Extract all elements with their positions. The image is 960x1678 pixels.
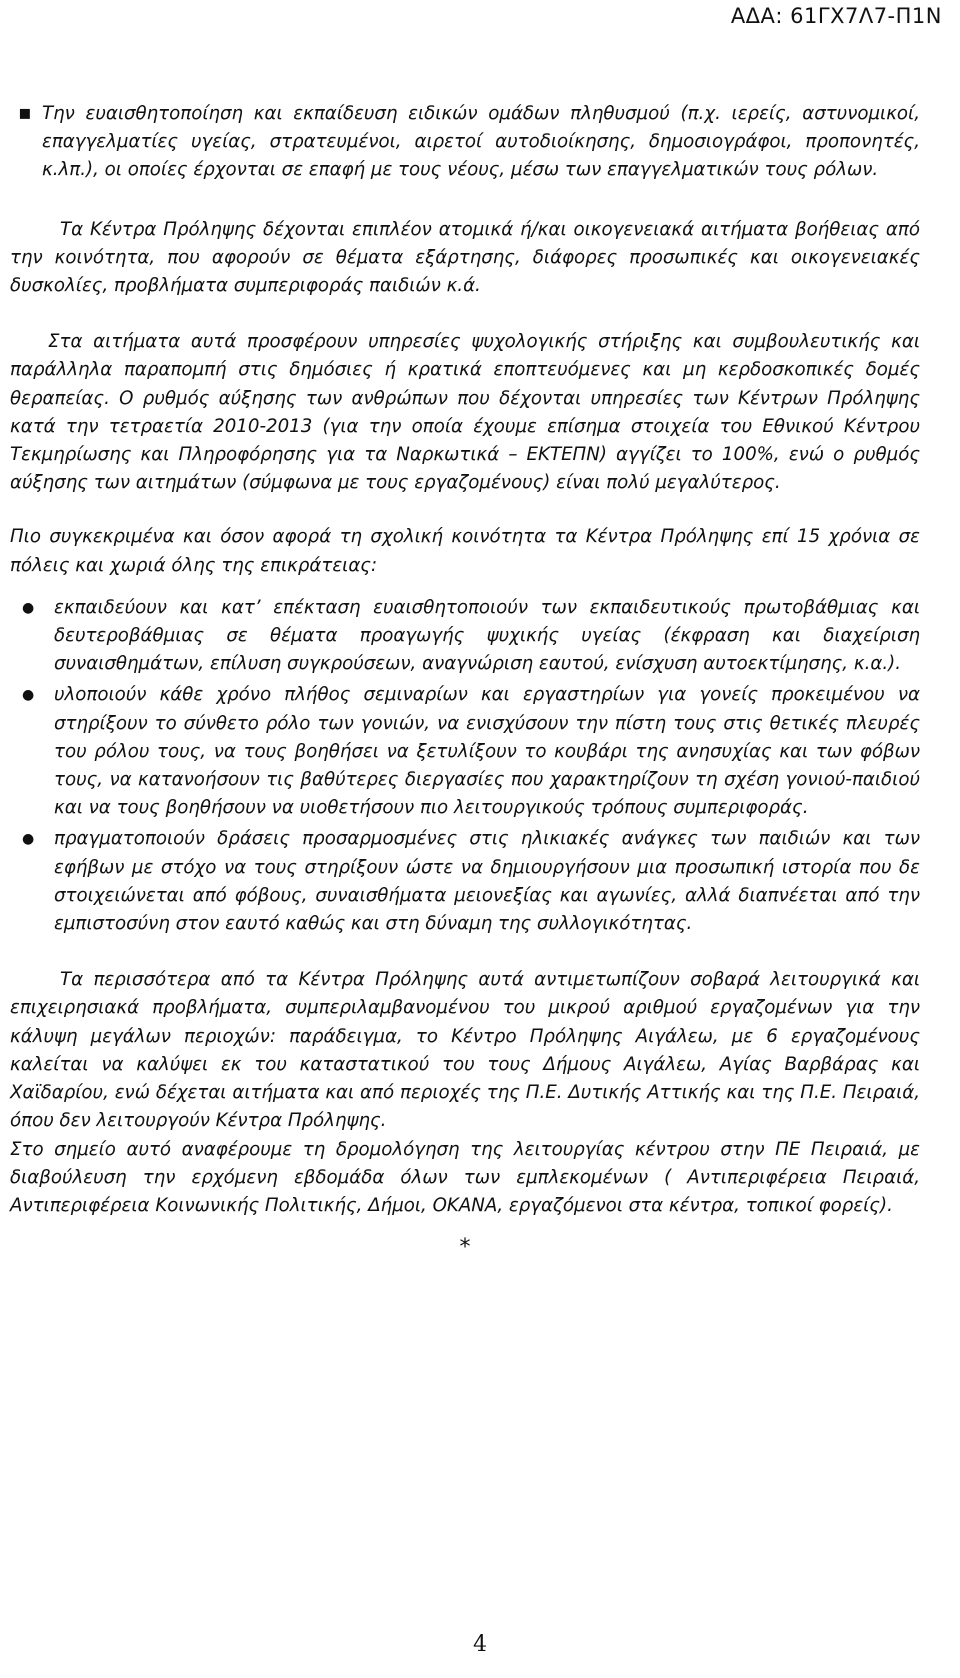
paragraph: Πιο συγκεκριμένα και όσον αφορά τη σχολική κοινότητα τα Κέντρα Πρόληψης επί 15 χρόνια σε πόλεις και χωριά όλης της επικράτειας: — [10, 526, 920, 576]
list-item: ● πραγματοποιούν δράσεις προσαρμοσμένες στις ηλικιακές ανάγκες των παιδιών και των εφήβων με στόχο να τους στηρίξουν ώστε να δημιουργήσουν μια προσωπική ιστορία που δε στοιχειώνεται από φόβους, συναισθήματα μειονεξίας και αγωνίες, αλλά διαπνέεται από την εμπιστοσύνη στον εαυτό καθώς και στη δύναμη της συλλογικότητας. — [10, 825, 920, 938]
list-item: ● υλοποιούν κάθε χρόνο πλήθος σεμιναρίων και εργαστηρίων για γονείς προκειμένου να στηρίξουν το σύνθετο ρόλο των γονιών, να ενισχύσουν την πίστη τους στις θετικές πλευρές του ρόλου τους, να τους βοηθήσει να ξετυλίξουν το κουβάρι της ανησυχίας και των φόβων τους, να κατανοήσουν τις βαθύτερες διεργασίες που χαρακτηρίζουν τη σχέση γονιού-παιδιού και να τους βοηθήσουν να υιοθετήσουν πιο λειτουργικούς τρόπους συμπεριφοράς. — [10, 681, 920, 822]
list-item: ● εκπαιδεύουν και κατ’ επέκταση ευαισθητοποιούν των εκπαιδευτικούς πρωτοβάθμιας και δευτεροβάθμιας σε θέματα προαγωγής ψυχικής υγείας (έκφραση και διαχείριση συναισθημάτων, επίλυση συγκρούσεων, αναγνώριση εαυτού, ενίσχυση αυτοεκτίμησης, κ.α.). — [10, 594, 920, 679]
bullet-list — [10, 594, 920, 938]
paragraph: Στα αιτήματα αυτά προσφέρουν υπηρεσίες ψυχολογικής στήριξης και συμβουλευτικής και παράλληλα παραπομπή στις δημόσιες ή κρατικά εποπτευόμενες και μη κερδοσκοπικές δομές θεραπείας. Ο ρυθμός αύξησης των ανθρώπων που δέχονται υπηρεσίες των Κέντρων Πρόληψης κατά την τετραετία 2010-2013 (για την οποία έχουμε επίσημα στοιχεία του Εθνικού Κέντρου Τεκμηρίωσης και Πληροφόρησης για τα Ναρκωτικά – ΕΚΤΕΠΝ) αγγίζει το 100%, ενώ ο ρυθμός αύξησης των αιτημάτων (σύμφωνα με τους εργαζομένους) είναι πολύ μεγαλύτερος. — [10, 331, 920, 494]
list-item: ▪ Την ευαισθητοποίηση και εκπαίδευση ειδικών ομάδων πληθυσμού (π.χ. ιερείς, αστυνομικοί, επαγγελματίες υγείας, στρατευμένοι, αιρετοί αυτοδιοίκησης, δημοσιογράφοι, προπονητές, κ.λπ.), οι οποίες έρχονται σε επαφή με τους νέους, μέσω των επαγγελματικών τους ρόλων. — [10, 100, 920, 185]
section-separator: * — [459, 1235, 471, 1261]
paragraph: Τα Κέντρα Πρόληψης δέχονται επιπλέον ατομικά ή/και οικογενειακά αιτήματα βοήθειας από την κοινότητα, που αφορούν σε θέματα εξάρτησης, διάφορες προσωπικές και οικογενειακές δυσκολίες, προβλήματα συμπεριφοράς παιδιών κ.ά. — [10, 218, 920, 297]
paragraph: Στο σημείο αυτό αναφέρουμε τη δρομολόγηση της λειτουργίας κέντρου στην ΠΕ Πειραιά, με διαβούλευση την ερχόμενη εβδομάδα όλων των εμπλεκομένων ( Αντιπεριφέρεια Πειραιά, Αντιπεριφέρεια Κοινωνικής Πολιτικής, Δήμοι, ΟΚΑΝΑ, εργαζόμενοι στα κέντρα, τοπικοί φορείς). — [10, 1138, 920, 1216]
document-body — [10, 100, 920, 1262]
ada-code: ΑΔΑ: 61ΓΧ7Λ7-Π1Ν — [730, 4, 942, 28]
intro-list — [10, 100, 920, 185]
page-number: 4 — [473, 1632, 487, 1657]
paragraph: Τα περισσότερα από τα Κέντρα Πρόληψης αυτά αντιμετωπίζουν σοβαρά λειτουργικά και επιχειρησιακά προβλήματα, συμπεριλαμβανομένου του μικρού αριθμού εργαζομένων για την κάλυψη μεγάλων περιοχών: παράδειγμα, το Κέντρο Πρόληψης Αιγάλεω, με 6 εργαζομένους καλείται να καλύψει εκ του καταστατικού του τους Δήμους Αιγάλεω, Αγίας Βαρβάρας και Χαϊδαρίου, ενώ δέχεται αιτήματα και από περιοχές της Π.Ε. Δυτικής Αττικής και της Π.Ε. Πειραιά, όπου δεν λειτουργούν Κέντρα Πρόληψης. — [10, 969, 920, 1132]
